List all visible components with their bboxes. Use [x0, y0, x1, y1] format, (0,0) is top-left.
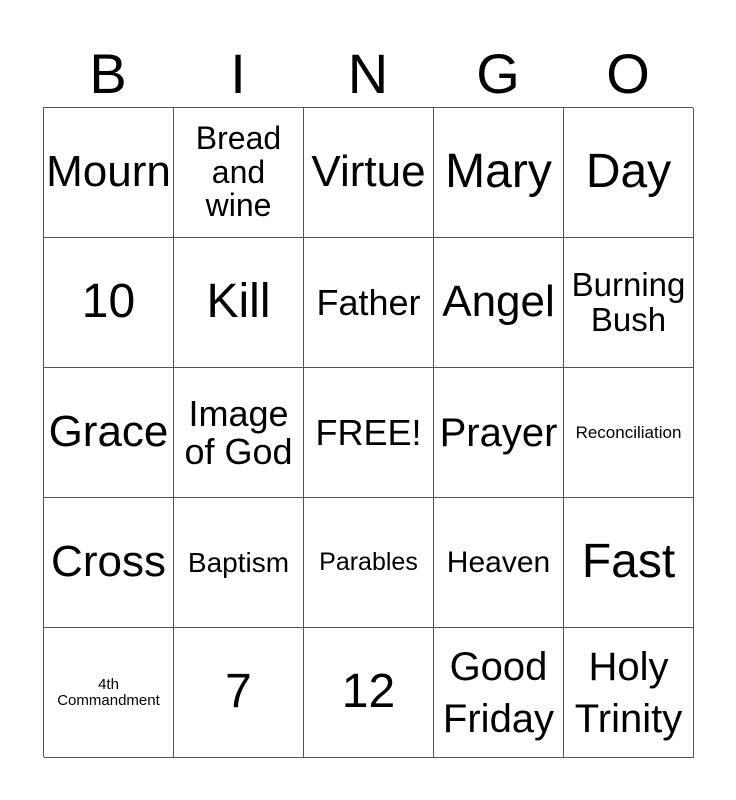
bingo-cell[interactable] — [304, 368, 434, 498]
cell-label: 12 — [341, 665, 396, 719]
bingo-cell[interactable] — [304, 628, 434, 758]
cell-label: FREE! — [315, 411, 422, 453]
bingo-cell[interactable] — [44, 368, 174, 498]
cell-label: Heaven — [446, 545, 551, 579]
cell-label: Parables — [319, 548, 418, 577]
cell-label: 10 — [81, 275, 136, 329]
bingo-cell[interactable] — [44, 108, 174, 238]
bingo-cell[interactable] — [304, 108, 434, 238]
bingo-cell[interactable] — [434, 238, 564, 368]
bingo-cell[interactable] — [44, 628, 174, 758]
bingo-cell[interactable] — [564, 108, 694, 238]
cell-label: Angel — [442, 277, 555, 327]
cell-label: 7 — [225, 665, 252, 719]
header-letter-o: O — [606, 42, 650, 105]
cell-label: Reconciliation — [575, 422, 682, 442]
bingo-cell[interactable] — [434, 628, 564, 758]
cell-label: Good Friday — [442, 644, 555, 741]
bingo-cell[interactable] — [174, 108, 304, 238]
cell-label: Burning Bush — [571, 265, 686, 338]
cell-label: Mary — [445, 145, 552, 199]
bingo-cell[interactable] — [44, 238, 174, 368]
bingo-cell[interactable] — [174, 238, 304, 368]
bingo-cell[interactable] — [174, 628, 304, 758]
cell-label: 4th Commandment — [57, 675, 160, 709]
bingo-cell[interactable] — [434, 368, 564, 498]
header-letter-b: B — [89, 42, 127, 105]
bingo-cell[interactable] — [304, 498, 434, 628]
bingo-cell[interactable] — [304, 238, 434, 368]
bingo-cell[interactable] — [564, 498, 694, 628]
header-letter-n: N — [347, 42, 389, 105]
bingo-cell[interactable] — [564, 628, 694, 758]
cell-label: Kill — [206, 275, 271, 329]
cell-label: Mourn — [46, 147, 171, 197]
cell-label: Cross — [51, 537, 166, 587]
bingo-board — [43, 107, 693, 757]
cell-label: Fast — [581, 535, 676, 589]
bingo-cell[interactable] — [44, 498, 174, 628]
header-letter-i: I — [230, 42, 246, 105]
cell-label: Virtue — [311, 147, 426, 197]
bingo-header — [43, 44, 693, 104]
bingo-cell[interactable] — [564, 238, 694, 368]
cell-label: Baptism — [187, 546, 290, 578]
bingo-cell[interactable] — [174, 368, 304, 498]
bingo-cell[interactable] — [174, 498, 304, 628]
cell-label: Image of God — [184, 392, 293, 472]
bingo-cell[interactable] — [564, 368, 694, 498]
cell-label: Holy Trinity — [574, 644, 683, 741]
cell-label: Father — [316, 281, 421, 323]
header-letter-g: G — [476, 42, 520, 105]
cell-label: Bread and wine — [195, 120, 282, 224]
bingo-cell[interactable] — [434, 108, 564, 238]
bingo-cell[interactable] — [434, 498, 564, 628]
cell-label: Day — [585, 145, 672, 199]
cell-label: Grace — [48, 407, 169, 457]
cell-label: Prayer — [439, 410, 558, 455]
